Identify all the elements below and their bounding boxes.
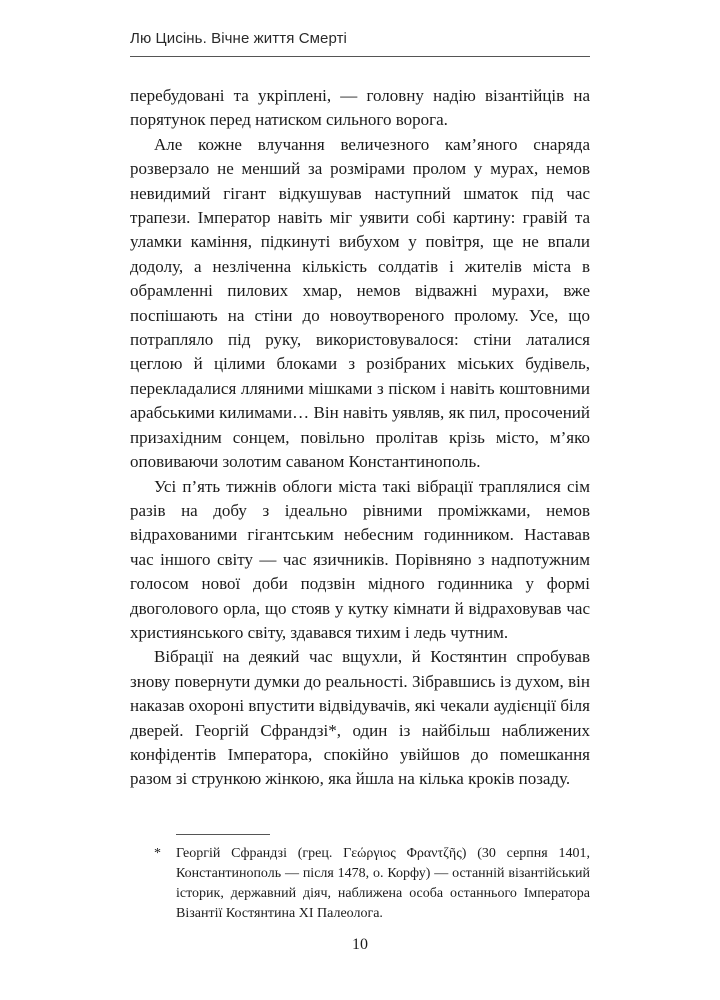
body-text (130, 84, 590, 792)
footnote-rule (176, 834, 270, 835)
running-header: Лю Цисінь. Вічне життя Смерті (130, 30, 347, 47)
paragraph-1: перебудовані та укріплені, — головну надію візантійців на порятунок перед натиском сильного ворога. (130, 86, 590, 130)
footnote-text: Георгій Сфрандзі (грец. Γεώργιος Φραντζῆς) (30 серпня 1401, Константинополь — після 1478, о. Корфу) — останній візантійський історик, державний діяч, наближена особа останнього Імператора Візантії Костянтина XI Палеолога. (176, 846, 590, 921)
footnote-mark: * (154, 846, 161, 861)
footnote (154, 844, 590, 924)
paragraph-3: Усі п’ять тижнів облоги міста такі вібрації траплялися сім разів на добу з ідеально рівними проміжками, немов відрахованими гігантським небесним годинником. Наставав час іншого світу — час язичників. Порівняно з надпотужним голосом нової доби подзвін мідного годинника у формі двоголового орла, що стояв у кутку кімнати й відраховував час християнського світу, здавався тихим і ледь чутним. (130, 476, 590, 642)
page-number: 10 (352, 936, 368, 953)
paragraph-2: Але кожне влучання величезного кам’яного снаряда розверзало не менший за розмірами пролом у мурах, немов невидимий гігант відкушував наступний шматок під час трапези. Імператор навіть міг уявити собі картину: гравій та уламки каміння, підкинуті вибухом у повітря, ще не впали додолу, а незліченна кількість солдатів і жителів міста в обрамленні пилових хмар, немов відважні мурахи, вже поспішають на стіни до новоутвореного пролому. Усе, що потрапляло під руку, використовувалося: стіни латалися цеглою й цілими блоками з розібраних міських будівель, перекладалися лляними мішками з піском і навіть коштовними арабськими килимами… Він навіть уявляв, як пил, просочений призахідним сонцем, повільно пролітав крізь місто, м’яко оповиваючи золотим саваном Константинополь. (130, 134, 590, 472)
paragraph-4: Вібрації на деякий час вщухли, й Костянтин спробував знову повернути думки до реальності. Зібравшись із духом, він наказав охороні впустити відвідувачів, які чекали аудієнції біля дверей. Георгій Сфрандзі*, один із найбільш наближених конфідентів Імператора, спокійно увійшов до помешкання разом зі стрункою жінкою, яка йшла на кілька кроків позаду. (130, 647, 590, 789)
header-rule (130, 56, 590, 57)
